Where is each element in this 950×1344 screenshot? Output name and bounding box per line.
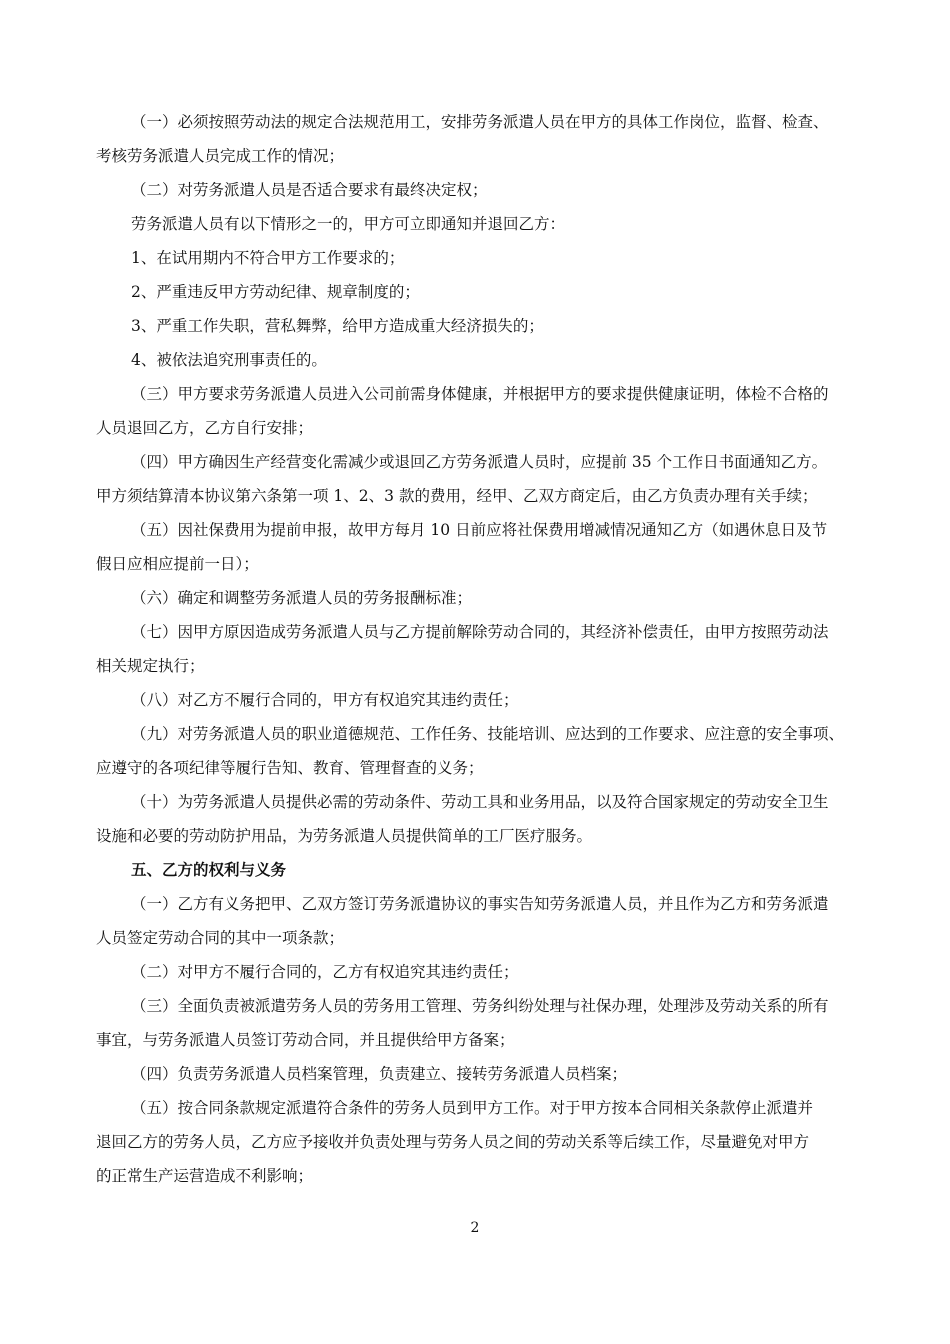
clause-line: （四）负责劳务派遣人员档案管理，负责建立、接转劳务派遣人员档案； (131, 1065, 628, 1083)
clause-line: （九）对劳务派遣人员的职业道德规范、工作任务、技能培训、应达到的工作要求、应注意的安全事项、 (131, 725, 845, 743)
clause-line: （一）必须按照劳动法的规定合法规范用工，安排劳务派遣人员在甲方的具体工作岗位，监督、检查、 (131, 113, 829, 131)
clause-line: （七）因甲方原因造成劳务派遣人员与乙方提前解除劳动合同的，其经济补偿责任，由甲方按照劳动法 (131, 623, 829, 641)
clause-line: （二）对劳务派遣人员是否适合要求有最终决定权； (131, 181, 488, 199)
clause-line: 应遵守的各项纪律等履行告知、教育、管理督查的义务； (96, 759, 484, 777)
clause-line: 3、严重工作失职，营私舞弊，给甲方造成重大经济损失的； (131, 317, 544, 335)
clause-line: 事宜，与劳务派遣人员签订劳动合同，并且提供给甲方备案； (96, 1031, 515, 1049)
clause-line: （十）为劳务派遣人员提供必需的劳动条件、劳动工具和业务用品，以及符合国家规定的劳动安全卫生 (131, 793, 829, 811)
clause-line: 甲方须结算清本协议第六条第一项 1、2、3 款的费用，经甲、乙双方商定后，由乙方负责办理有关手续； (96, 487, 818, 505)
clause-line: （五）按合同条款规定派遣符合条件的劳务人员到甲方工作。对于甲方按本合同相关条款停止派遣并 (131, 1099, 814, 1117)
clause-line: （六）确定和调整劳务派遣人员的劳务报酬标准； (131, 589, 473, 607)
document-body (96, 105, 856, 1193)
clause-line: （二）对甲方不履行合同的，乙方有权追究其违约责任； (131, 963, 519, 981)
clause-line: 人员签定劳动合同的其中一项条款； (96, 929, 345, 947)
clause-line: 考核劳务派遣人员完成工作的情况； (96, 147, 345, 165)
section-heading: 五、乙方的权利与义务 (131, 860, 287, 879)
page-number: 2 (470, 1220, 480, 1236)
clause-line: 相关规定执行； (96, 657, 205, 675)
clause-line: （八）对乙方不履行合同的，甲方有权追究其违约责任； (131, 691, 519, 709)
clause-line: 的正常生产运营造成不利影响； (96, 1167, 314, 1185)
clause-line: 2、严重违反甲方劳动纪律、规章制度的； (131, 283, 420, 301)
clause-line: 4、被依法追究刑事责任的。 (131, 351, 327, 369)
clause-line: （四）甲方确因生产经营变化需减少或退回乙方劳务派遣人员时，应提前 35 个工作日书面通知乙方。 (131, 453, 828, 471)
clause-line: （一）乙方有义务把甲、乙双方签订劳务派遣协议的事实告知劳务派遣人员，并且作为乙方和劳务派遣 (131, 895, 829, 913)
clause-line: 1、在试用期内不符合甲方工作要求的； (131, 249, 405, 267)
clause-line: 退回乙方的劳务人员，乙方应予接收并负责处理与劳务人员之间的劳动关系等后续工作，尽量避免对甲方 (96, 1133, 810, 1151)
clause-line: 劳务派遣人员有以下情形之一的，甲方可立即通知并退回乙方： (131, 215, 566, 233)
clause-line: 假日应相应提前一日）； (96, 555, 259, 573)
clause-line: （三）全面负责被派遣劳务人员的劳务用工管理、劳务纠纷处理与社保办理，处理涉及劳动关系的所有 (131, 997, 829, 1015)
clause-line: 人员退回乙方，乙方自行安排； (96, 419, 314, 437)
clause-line: （三）甲方要求劳务派遣人员进入公司前需身体健康，并根据甲方的要求提供健康证明，体检不合格的 (131, 385, 829, 403)
clause-line: （五）因社保费用为提前申报，故甲方每月 10 日前应将社保费用增减情况通知乙方（如遇休息日及节 (131, 521, 828, 539)
clause-line: 设施和必要的劳动防护用品，为劳务派遣人员提供简单的工厂医疗服务。 (96, 827, 593, 845)
